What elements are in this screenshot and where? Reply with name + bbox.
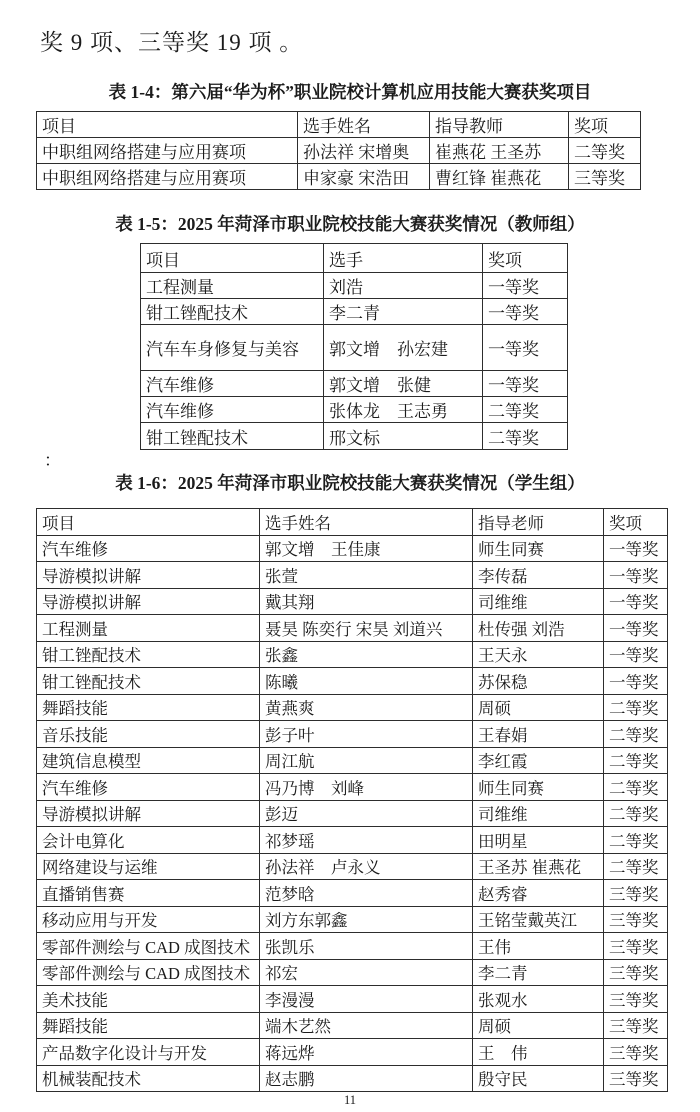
table-row bbox=[37, 138, 641, 164]
table-1-5-title: 表 1-5：2025 年菏泽市职业院校技能大赛获奖情况（教师组） bbox=[115, 214, 585, 234]
table-1-4 bbox=[36, 111, 641, 190]
table-cell: 汽车车身修复与美容 bbox=[141, 325, 324, 371]
table-cell: 零部件测绘与 CAD 成图技术 bbox=[37, 959, 260, 986]
table-cell: 曹红锋 崔燕花 bbox=[430, 164, 569, 190]
table-cell: 张萱 bbox=[260, 562, 473, 589]
table-cell: 李二青 bbox=[324, 299, 483, 325]
table-cell: 孙法祥 卢永义 bbox=[260, 853, 473, 880]
table-cell: 戴其翔 bbox=[260, 588, 473, 615]
table-row bbox=[37, 588, 668, 615]
table-cell: 舞蹈技能 bbox=[37, 1012, 260, 1039]
table-cell: 导游模拟讲解 bbox=[37, 800, 260, 827]
column-header: 项目 bbox=[37, 509, 260, 536]
table-cell: 王伟 bbox=[473, 933, 604, 960]
table-cell: 彭子叶 bbox=[260, 721, 473, 748]
table-cell: 蒋远烨 bbox=[260, 1039, 473, 1066]
table-cell: 三等奖 bbox=[604, 1065, 668, 1092]
column-header: 选手姓名 bbox=[260, 509, 473, 536]
table-cell: 赵志鹏 bbox=[260, 1065, 473, 1092]
column-header: 指导老师 bbox=[473, 509, 604, 536]
header-row bbox=[37, 112, 641, 138]
table-cell: 冯乃博 刘峰 bbox=[260, 774, 473, 801]
table-cell: 一等奖 bbox=[604, 588, 668, 615]
table-row bbox=[37, 853, 668, 880]
table-cell: 周江航 bbox=[260, 747, 473, 774]
header-row bbox=[141, 244, 568, 273]
table-cell: 一等奖 bbox=[604, 615, 668, 642]
table-cell: 三等奖 bbox=[604, 1039, 668, 1066]
table-cell: 一等奖 bbox=[483, 325, 568, 371]
table-row bbox=[37, 880, 668, 907]
table-cell: 王天永 bbox=[473, 641, 604, 668]
table-cell: 司维维 bbox=[473, 588, 604, 615]
table-cell: 李漫漫 bbox=[260, 986, 473, 1013]
table-cell: 三等奖 bbox=[604, 1012, 668, 1039]
table-cell: 王圣苏 崔燕花 bbox=[473, 853, 604, 880]
table-row bbox=[37, 906, 668, 933]
table-row bbox=[37, 774, 668, 801]
table-cell: 二等奖 bbox=[483, 423, 568, 450]
table-cell: 端木艺然 bbox=[260, 1012, 473, 1039]
table-cell: 二等奖 bbox=[604, 721, 668, 748]
table-row bbox=[37, 986, 668, 1013]
table-cell: 一等奖 bbox=[604, 668, 668, 695]
table-row bbox=[141, 423, 568, 450]
table-cell: 汽车维修 bbox=[141, 371, 324, 397]
table-cell: 二等奖 bbox=[604, 800, 668, 827]
table-cell: 崔燕花 王圣苏 bbox=[430, 138, 569, 164]
table-cell: 师生同赛 bbox=[473, 774, 604, 801]
table-cell: 工程测量 bbox=[37, 615, 260, 642]
table-cell: 音乐技能 bbox=[37, 721, 260, 748]
column-header: 项目 bbox=[37, 112, 298, 138]
table-cell: 赵秀睿 bbox=[473, 880, 604, 907]
column-header: 奖项 bbox=[483, 244, 568, 273]
table-cell: 黄燕爽 bbox=[260, 694, 473, 721]
table-cell: 工程测量 bbox=[141, 273, 324, 299]
table-cell: 三等奖 bbox=[604, 959, 668, 986]
table-cell: 网络建设与运维 bbox=[37, 853, 260, 880]
table-row bbox=[141, 325, 568, 371]
table-cell: 祁宏 bbox=[260, 959, 473, 986]
table-cell: 李二青 bbox=[473, 959, 604, 986]
table-cell: 移动应用与开发 bbox=[37, 906, 260, 933]
table-row bbox=[37, 641, 668, 668]
table-row bbox=[141, 299, 568, 325]
intro-paragraph: 奖 9 项、三等奖 19 项 。 bbox=[40, 30, 304, 55]
table-1-5 bbox=[140, 243, 568, 450]
table-cell: 一等奖 bbox=[604, 641, 668, 668]
table-cell: 汽车维修 bbox=[37, 535, 260, 562]
table-cell: 三等奖 bbox=[604, 880, 668, 907]
table-cell: 钳工锉配技术 bbox=[141, 299, 324, 325]
table-cell: 一等奖 bbox=[483, 273, 568, 299]
table-row bbox=[37, 1012, 668, 1039]
table-cell: 张鑫 bbox=[260, 641, 473, 668]
table-cell: 建筑信息模型 bbox=[37, 747, 260, 774]
table-cell: 聂昊 陈奕行 宋昊 刘道兴 bbox=[260, 615, 473, 642]
table-cell: 产品数字化设计与开发 bbox=[37, 1039, 260, 1066]
table-cell: 田明星 bbox=[473, 827, 604, 854]
table-row bbox=[37, 535, 668, 562]
column-header: 选手姓名 bbox=[298, 112, 430, 138]
column-header: 奖项 bbox=[569, 112, 641, 138]
table-cell: 二等奖 bbox=[604, 774, 668, 801]
table-cell: 郭文增 王佳康 bbox=[260, 535, 473, 562]
table-row bbox=[37, 747, 668, 774]
table-row bbox=[37, 959, 668, 986]
table-row bbox=[141, 397, 568, 423]
table-cell: 钳工锉配技术 bbox=[37, 668, 260, 695]
table-cell: 二等奖 bbox=[604, 694, 668, 721]
table-cell: 三等奖 bbox=[604, 933, 668, 960]
table-row bbox=[37, 800, 668, 827]
table-cell: 导游模拟讲解 bbox=[37, 562, 260, 589]
table-cell: 钳工锉配技术 bbox=[141, 423, 324, 450]
table-cell: 美术技能 bbox=[37, 986, 260, 1013]
table-row bbox=[37, 668, 668, 695]
table-cell: 刘方东郭鑫 bbox=[260, 906, 473, 933]
table-cell: 张凯乐 bbox=[260, 933, 473, 960]
table-cell: 二等奖 bbox=[604, 827, 668, 854]
table-row bbox=[141, 273, 568, 299]
table-cell: 司维维 bbox=[473, 800, 604, 827]
table-cell: 汽车维修 bbox=[37, 774, 260, 801]
table-cell: 王春娟 bbox=[473, 721, 604, 748]
table-cell: 直播销售赛 bbox=[37, 880, 260, 907]
table-cell: 一等奖 bbox=[604, 562, 668, 589]
table-cell: 王 伟 bbox=[473, 1039, 604, 1066]
table-cell: 零部件测绘与 CAD 成图技术 bbox=[37, 933, 260, 960]
column-header: 指导教师 bbox=[430, 112, 569, 138]
table-row bbox=[37, 933, 668, 960]
table-1-6 bbox=[36, 508, 668, 1092]
column-header: 项目 bbox=[141, 244, 324, 273]
table-row bbox=[37, 1065, 668, 1092]
table-cell: 李红霞 bbox=[473, 747, 604, 774]
table-cell: 郭文增 张健 bbox=[324, 371, 483, 397]
header-row bbox=[37, 509, 668, 536]
table-cell: 殷守民 bbox=[473, 1065, 604, 1092]
table-cell: 张观水 bbox=[473, 986, 604, 1013]
table-cell: 二等奖 bbox=[604, 747, 668, 774]
table-cell: 导游模拟讲解 bbox=[37, 588, 260, 615]
table-cell: 李传磊 bbox=[473, 562, 604, 589]
table-cell: 祁梦瑶 bbox=[260, 827, 473, 854]
table-cell: 彭迈 bbox=[260, 800, 473, 827]
table-cell: 周硕 bbox=[473, 1012, 604, 1039]
table-cell: 舞蹈技能 bbox=[37, 694, 260, 721]
table-cell: 刘浩 bbox=[324, 273, 483, 299]
table-row bbox=[37, 827, 668, 854]
table-cell: 中职组网络搭建与应用赛项 bbox=[37, 164, 298, 190]
table-cell: 三等奖 bbox=[604, 906, 668, 933]
table-cell: 王铭莹戴英江 bbox=[473, 906, 604, 933]
table-cell: 邢文标 bbox=[324, 423, 483, 450]
stray-colon: ： bbox=[44, 451, 61, 470]
page-number: 11 bbox=[343, 1093, 357, 1107]
table-cell: 机械装配技术 bbox=[37, 1065, 260, 1092]
table-1-4-title: 表 1-4：第六届“华为杯”职业院校计算机应用技能大赛获奖项目 bbox=[108, 82, 592, 102]
table-cell: 张体龙 王志勇 bbox=[324, 397, 483, 423]
table-cell: 周硕 bbox=[473, 694, 604, 721]
table-cell: 一等奖 bbox=[483, 299, 568, 325]
table-cell: 钳工锉配技术 bbox=[37, 641, 260, 668]
table-row bbox=[141, 371, 568, 397]
table-cell: 郭文增 孙宏建 bbox=[324, 325, 483, 371]
table-cell: 汽车维修 bbox=[141, 397, 324, 423]
table-cell: 二等奖 bbox=[569, 138, 641, 164]
table-cell: 一等奖 bbox=[483, 371, 568, 397]
table-cell: 二等奖 bbox=[604, 853, 668, 880]
table-cell: 范梦晗 bbox=[260, 880, 473, 907]
table-row bbox=[37, 1039, 668, 1066]
column-header: 选手 bbox=[324, 244, 483, 273]
table-cell: 苏保稳 bbox=[473, 668, 604, 695]
table-cell: 一等奖 bbox=[604, 535, 668, 562]
table-cell: 会计电算化 bbox=[37, 827, 260, 854]
table-cell: 三等奖 bbox=[604, 986, 668, 1013]
table-row bbox=[37, 721, 668, 748]
table-row bbox=[37, 562, 668, 589]
table-cell: 二等奖 bbox=[483, 397, 568, 423]
table-row bbox=[37, 694, 668, 721]
table-1-6-title: 表 1-6：2025 年菏泽市职业院校技能大赛获奖情况（学生组） bbox=[115, 473, 585, 493]
table-cell: 三等奖 bbox=[569, 164, 641, 190]
table-cell: 陈曦 bbox=[260, 668, 473, 695]
column-header: 奖项 bbox=[604, 509, 668, 536]
table-cell: 中职组网络搭建与应用赛项 bbox=[37, 138, 298, 164]
table-row bbox=[37, 164, 641, 190]
table-cell: 师生同赛 bbox=[473, 535, 604, 562]
table-cell: 杜传强 刘浩 bbox=[473, 615, 604, 642]
table-cell: 申家豪 宋浩田 bbox=[298, 164, 430, 190]
table-row bbox=[37, 615, 668, 642]
table-cell: 孙法祥 宋增奥 bbox=[298, 138, 430, 164]
